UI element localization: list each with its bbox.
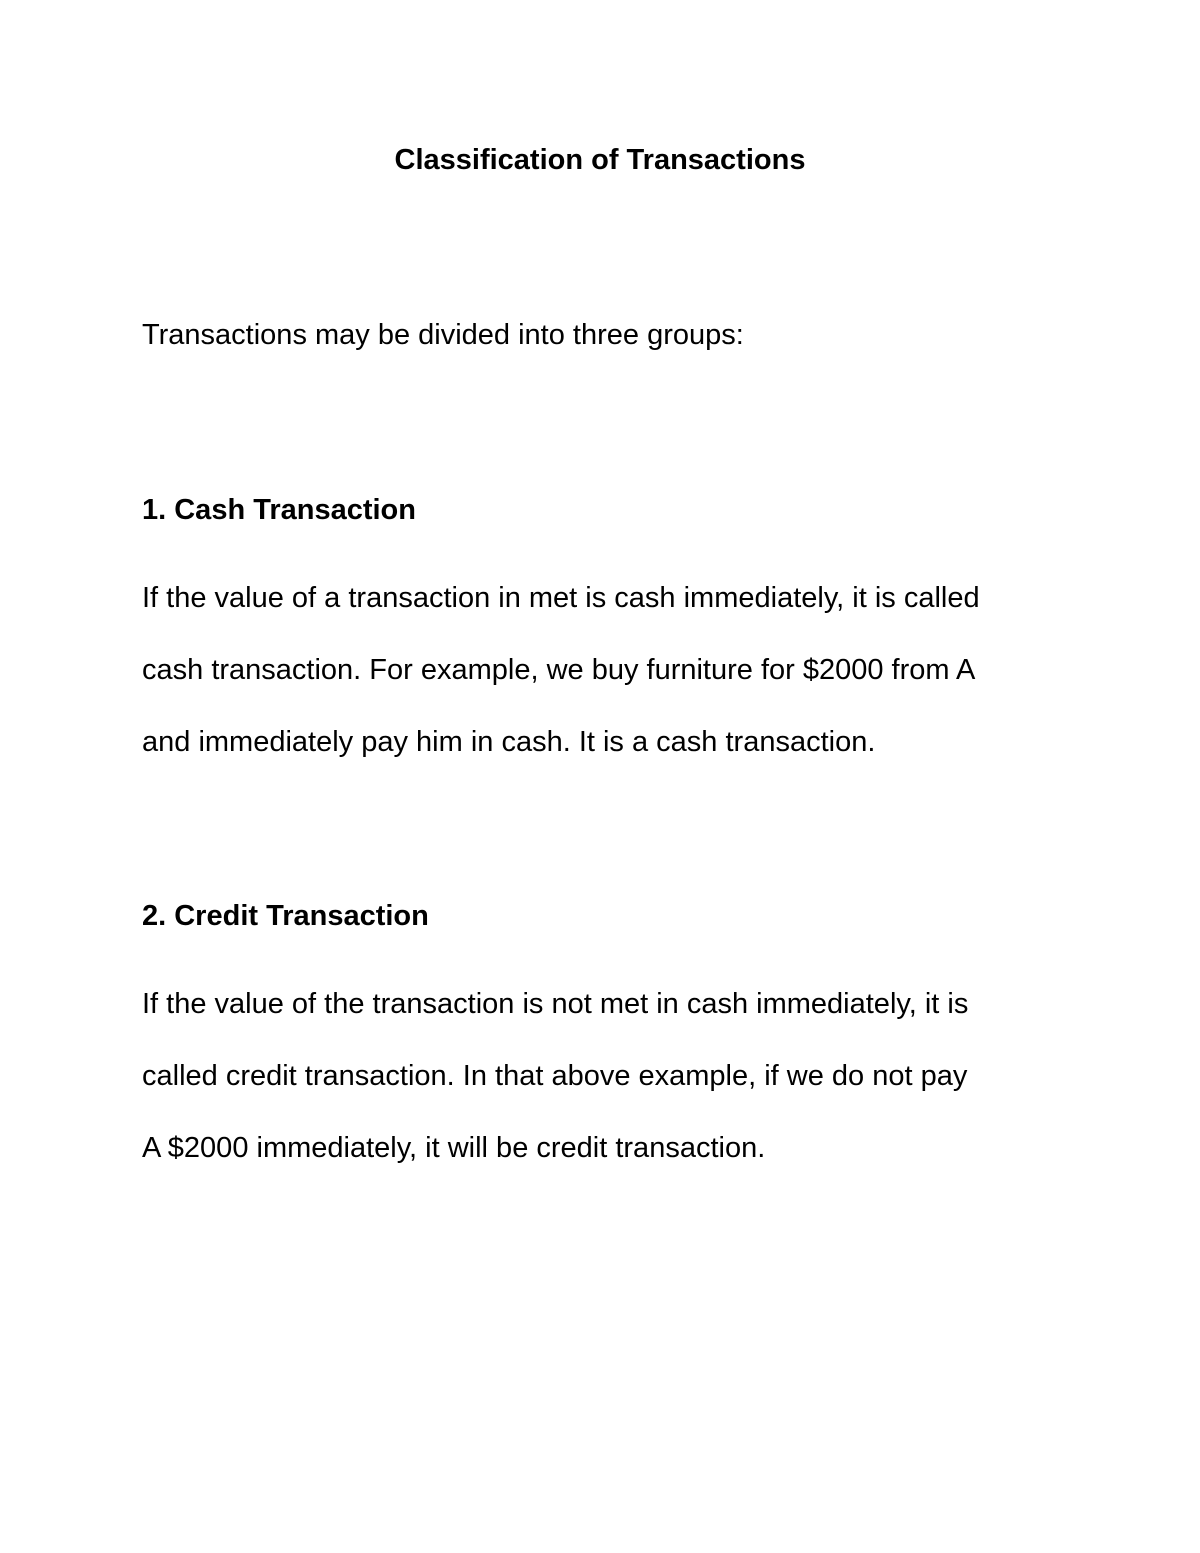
- intro-text: Transactions may be divided into three groups:: [142, 319, 744, 351]
- paragraph-line: A $2000 immediately, it will be credit transaction.: [142, 1132, 766, 1164]
- paragraph-line: If the value of the transaction is not met in cash immediately, it is: [142, 988, 969, 1020]
- paragraph-line: called credit transaction. In that above example, if we do not pay: [142, 1060, 968, 1092]
- section-paragraph-credit: [142, 984, 1058, 1168]
- section-heading-cash: 1. Cash Transaction: [142, 494, 416, 526]
- paragraph-line: and immediately pay him in cash. It is a cash transaction.: [142, 726, 876, 758]
- section-paragraph-cash: [142, 578, 1058, 762]
- document-title: Classification of Transactions: [394, 144, 806, 176]
- section-heading-credit: 2. Credit Transaction: [142, 900, 429, 932]
- paragraph-line: If the value of a transaction in met is cash immediately, it is called: [142, 582, 980, 614]
- paragraph-line: cash transaction. For example, we buy furniture for $2000 from A: [142, 654, 976, 686]
